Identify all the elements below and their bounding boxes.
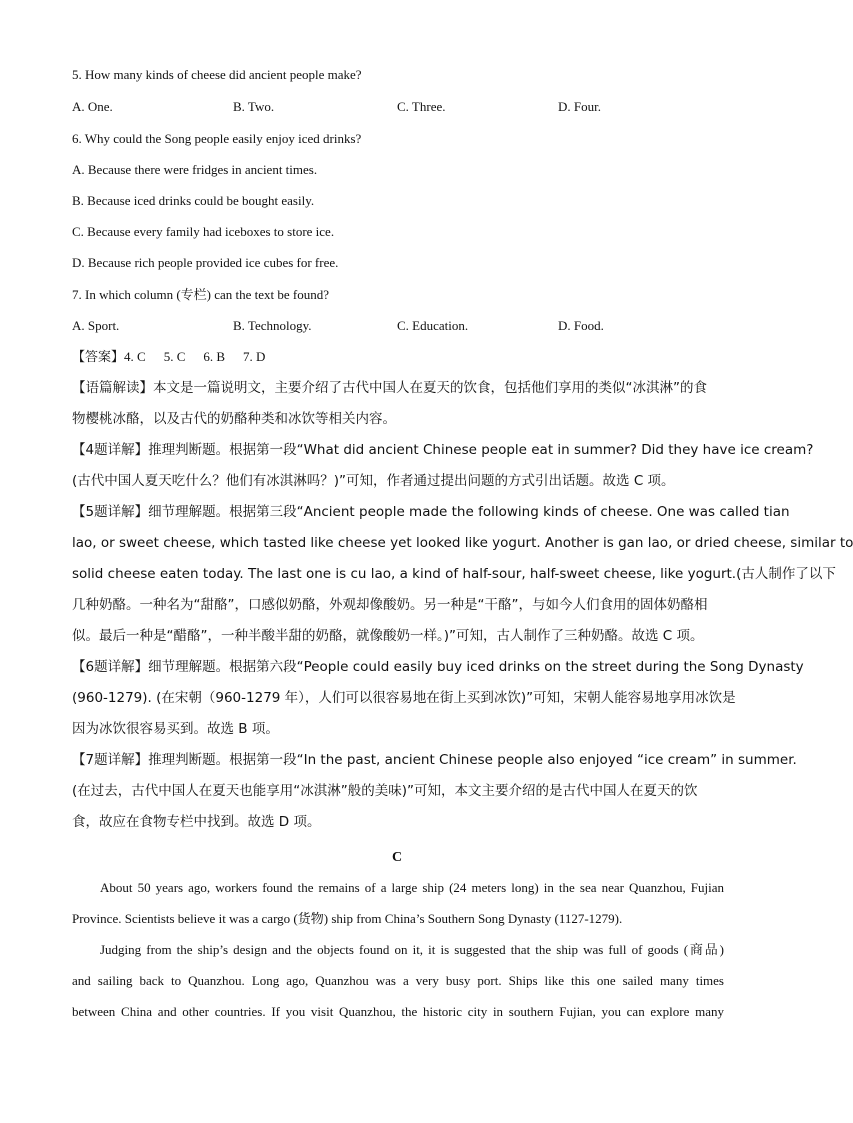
q7-option-b: B. Technology.	[233, 318, 312, 333]
section-heading: C	[391, 850, 403, 865]
q5-explanation-line: 【5题详解】细节理解题。根据第三段“Ancient people made the following kinds of cheese. One was called tian	[72, 504, 790, 520]
q4-explanation-line: 【4题详解】推理判断题。根据第一段“What did ancient Chinese people eat in summer? Did they have ice cream?	[72, 442, 814, 458]
passage-line: Province. Scientists believe it was a cargo (货物) ship from China’s Southern Song Dynasty (1127-1279).	[72, 911, 623, 926]
q6-option-c: C. Because every family had iceboxes to store ice.	[72, 224, 335, 239]
q6-explanation-line: (960-1279). (在宋朝（960-1279 年），人们可以很容易地在街上买到冰饮)”可知，宋朝人能容易地享用冰饮是	[72, 690, 736, 706]
answer-key	[72, 348, 724, 367]
q7-explanation-line: 食，故应在食物专栏中找到。故选 D 项。	[72, 814, 321, 830]
question-5-options	[72, 98, 724, 116]
answer-value: 7. D	[243, 349, 266, 364]
q5-option-c: C. Three.	[397, 99, 446, 114]
answer-value: 5. C	[163, 349, 186, 364]
q7-option-d: D. Food.	[558, 318, 604, 333]
question-5-stem: 5. How many kinds of cheese did ancient people make?	[72, 67, 362, 82]
q6-option-d: D. Because rich people provided ice cubes for free.	[72, 255, 339, 270]
q5-explanation-line: 似。最后一种是“醋酪”，一种半酸半甜的奶酪，就像酸奶一样。)”可知，古人制作了三种奶酪。故选 C 项。	[72, 628, 704, 644]
summary-line: 物樱桃冰酪，以及古代的奶酪种类和冰饮等相关内容。	[72, 411, 396, 427]
q6-explanation-line: 因为冰饮很容易买到。故选 B 项。	[72, 721, 279, 737]
summary-line: 【语篇解读】本文是一篇说明文，主要介绍了古代中国人在夏天的饮食，包括他们享用的类似“冰淇淋”的食	[72, 380, 707, 396]
q5-option-d: D. Four.	[558, 99, 601, 114]
q5-option-a: A. One.	[72, 99, 113, 114]
passage-paragraph-2	[72, 934, 724, 1027]
passage-line: between China and other countries. If you visit Quanzhou, the historic city in southern Fujian, you can explore many	[72, 1004, 724, 1019]
answer-value: 4. C	[124, 349, 146, 364]
q7-option-a: A. Sport.	[72, 318, 120, 333]
question-7-options	[72, 317, 724, 335]
question-7-stem: 7. In which column (专栏) can the text be found?	[72, 287, 330, 302]
q5-explanation-line: 几种奶酪。一种名为“甜酪”，口感似奶酪，外观却像酸奶。另一种是“干酪”，与如今人们食用的固体奶酪相	[72, 597, 708, 613]
passage-line: About 50 years ago, workers found the remains of a large ship (24 meters long) in the sea near Quanzhou, Fujian	[100, 880, 724, 895]
q7-option-c: C. Education.	[397, 318, 469, 333]
q5-explanation-line: lao, or sweet cheese, which tasted like cheese yet looked like yogurt. Another is gan lao, or dried cheese, similar to	[72, 535, 853, 551]
explanation-block	[72, 373, 853, 838]
answer-tag: 【答案】	[72, 350, 125, 365]
passage-line: Judging from the ship’s design and the objects found on it, it is suggested that the ship was full of goods (商品)	[100, 942, 724, 957]
q6-explanation-line: 【6题详解】细节理解题。根据第六段“People could easily buy iced drinks on the street during the Song Dynasty	[72, 659, 804, 675]
q7-explanation-line: (在过去，古代中国人在夏天也能享用“冰淇淋”般的美味)”可知，本文主要介绍的是古代中国人在夏天的饮	[72, 783, 698, 799]
q5-explanation-line: solid cheese eaten today. The last one is cu lao, a kind of half-sour, half-sweet cheese, like yogurt.(古人制作了以下	[72, 566, 836, 582]
q6-option-b: B. Because iced drinks could be bought easily.	[72, 193, 315, 208]
q5-option-b: B. Two.	[233, 99, 275, 114]
q4-explanation-line: (古代中国人夏天吃什么？他们有冰淇淋吗？)”可知，作者通过提出问题的方式引出话题。故选 C 项。	[72, 473, 675, 489]
question-6-stem: 6. Why could the Song people easily enjoy iced drinks?	[72, 131, 362, 146]
passage-paragraph-1	[72, 872, 724, 934]
q6-option-a: A. Because there were fridges in ancient times.	[72, 162, 318, 177]
passage-line: and sailing back to Quanzhou. Long ago, Quanzhou was a very busy port. Ships like this one sailed many times	[72, 973, 724, 988]
answer-value: 6. B	[203, 349, 226, 364]
q7-explanation-line: 【7题详解】推理判断题。根据第一段“In the past, ancient Chinese people also enjoyed “ice cream” in summer.	[72, 752, 797, 768]
